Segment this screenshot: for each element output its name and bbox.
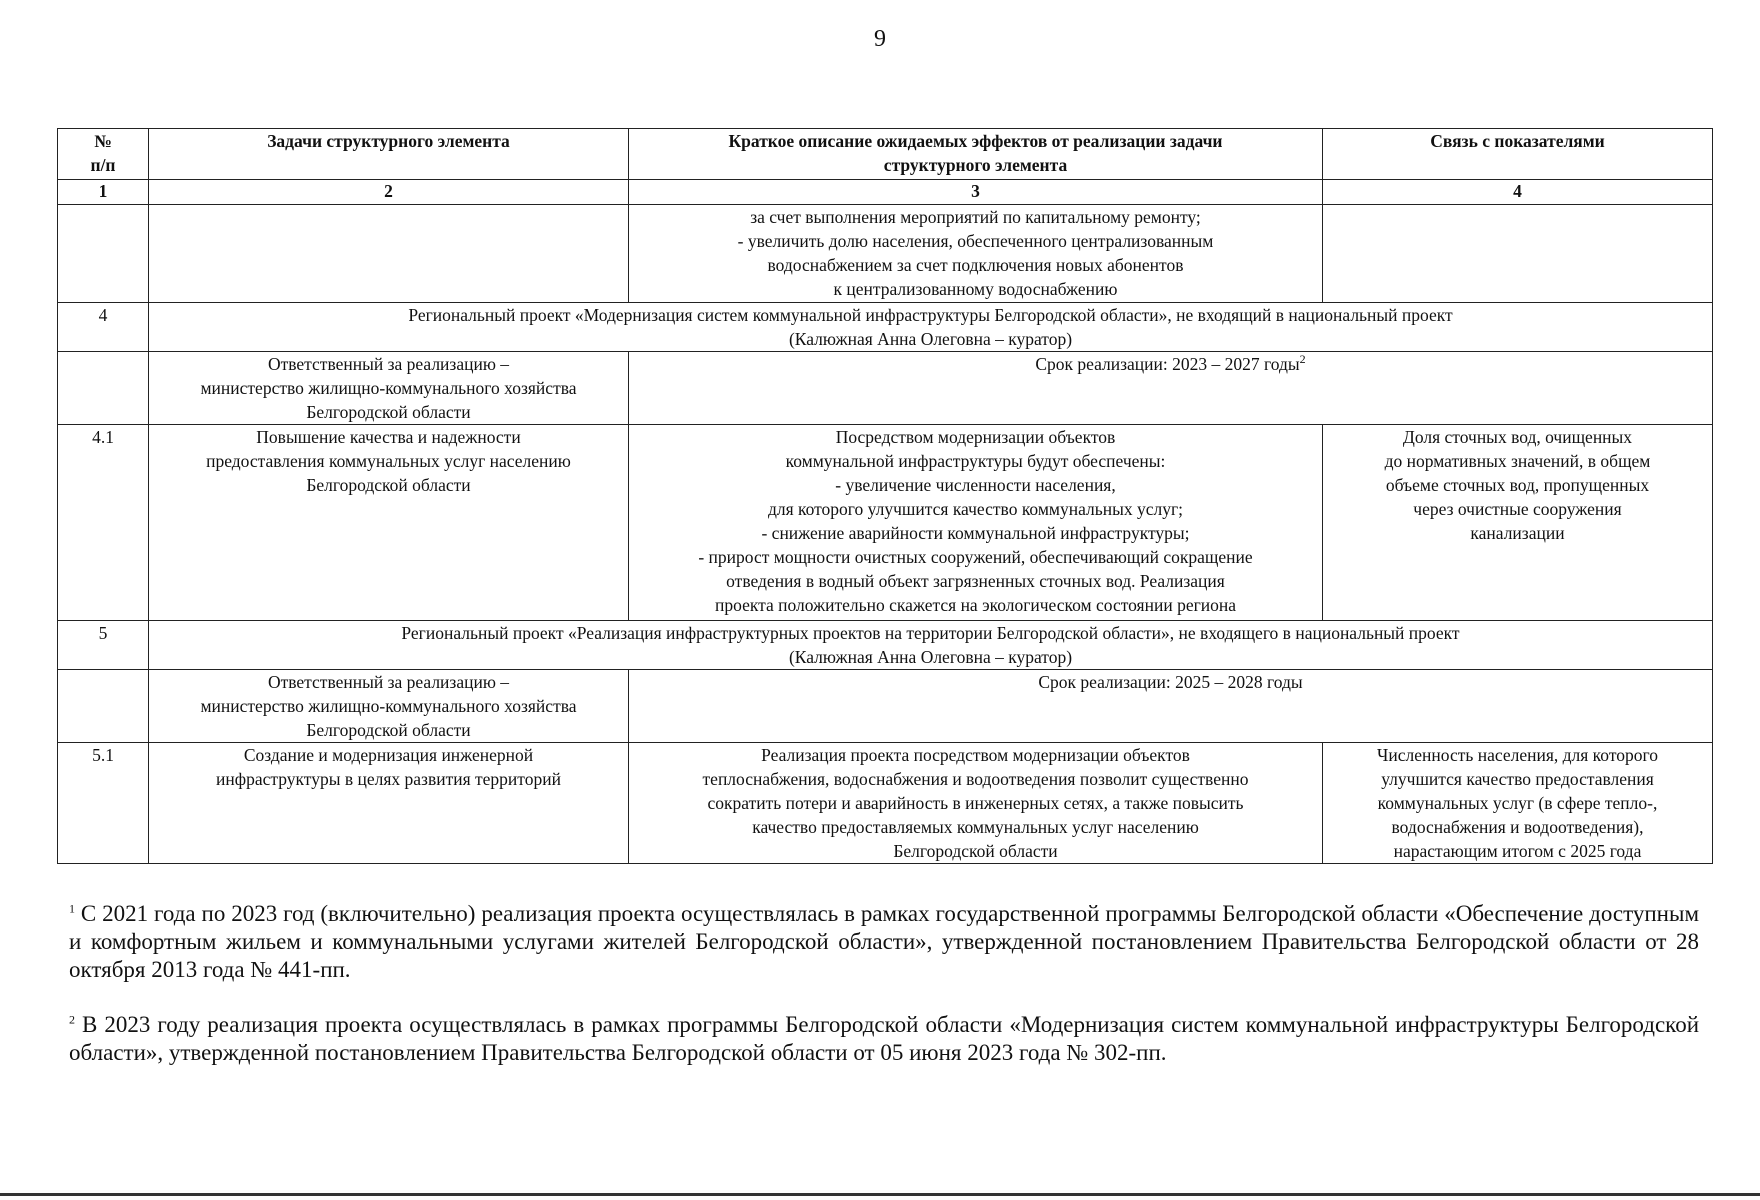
cell-effects: за счет выполнения мероприятий по капитальному ремонту; - увеличить долю населения, обеспеченного централизованным водоснабжением за счет подключения новых абонентов к централизованному водоснабжению [629,205,1323,303]
table-row-responsible-5 [58,670,1713,743]
cell-number: 4 [58,303,149,352]
cell-effects: Посредством модернизации объектов коммунальной инфраструктуры будут обеспечены: - увеличение численности населения, для которого улучшится качество коммунальных услуг; - снижение аварийности коммунальной инфраструктуры; - прирост мощности очистных сооружений, обеспечивающий сокращение отведения в водный объект загрязненных сточных вод. Реализация проекта положительно скажется на экологическом состоянии региона [629,425,1323,621]
cell-task [149,205,629,303]
project-title: Региональный проект «Модернизация систем коммунальной инфраструктуры Белгородской области», не входящий в национальный проект (Калюжная Анна Олеговна – куратор) [149,303,1713,352]
cell-indicators [1323,205,1713,303]
responsible-body: Ответственный за реализацию – министерство жилищно-коммунального хозяйства Белгородской области [149,670,629,743]
footnote-1 [69,900,1699,984]
cell-number [58,352,149,425]
header-number: № п/п [58,129,149,180]
column-number-1: 1 [58,180,149,205]
responsible-body: Ответственный за реализацию – министерство жилищно-коммунального хозяйства Белгородской области [149,352,629,425]
cell-number: 5 [58,621,149,670]
table-row-task-5-1 [58,743,1713,864]
cell-number [58,205,149,303]
cell-task: Создание и модернизация инженерной инфраструктуры в целях развития территорий [149,743,629,864]
cell-number: 4.1 [58,425,149,621]
footnote-2 [69,1011,1699,1067]
column-number-4: 4 [1323,180,1713,205]
page-number: 9 [874,26,886,52]
footnote-mark: 1 [69,901,75,916]
footnote-text: С 2021 года по 2023 год (включительно) реализация проекта осуществлялась в рамках государственной программы Белгородской области «Обеспечение доступным и комфортным жильем и коммунальными услугами жителей Белгородской области», утвержденной постановлением Правительства Белгородской области от 28 октября 2013 года № 441-пп. [69,901,1699,982]
table-row [58,205,1713,303]
table-row-task-4-1 [58,425,1713,621]
cell-effects: Реализация проекта посредством модернизации объектов теплоснабжения, водоснабжения и водоотведения позволит существенно сократить потери и аварийность в инженерных сетях, а также повысить качество предоставляемых коммунальных услуг населению Белгородской области [629,743,1323,864]
column-number-2: 2 [149,180,629,205]
column-number-3: 3 [629,180,1323,205]
cell-task: Повышение качества и надежности предоставления коммунальных услуг населению Белгородской области [149,425,629,621]
table-row-project-4 [58,303,1713,352]
project-title: Региональный проект «Реализация инфраструктурных проектов на территории Белгородской области», не входящего в национальный проект (Калюжная Анна Олеговна – куратор) [149,621,1713,670]
footnote-ref-2: 2 [1299,352,1306,367]
header-indicators: Связь с показателями [1323,129,1713,180]
table-row-responsible-4 [58,352,1713,425]
implementation-term: Срок реализации: 2025 – 2028 годы [629,670,1713,743]
footnote-text: В 2023 году реализация проекта осуществлялась в рамках программы Белгородской области «Модернизация систем коммунальной инфраструктуры Белгородской области», утвержденной постановлением Правительства Белгородской области от 05 июня 2023 года № 302-пп. [69,1012,1699,1065]
page-bottom-rule [0,1193,1760,1196]
cell-number [58,670,149,743]
implementation-term [629,352,1713,425]
structural-elements-table [57,128,1713,864]
cell-indicators: Доля сточных вод, очищенных до нормативных значений, в общем объеме сточных вод, пропущенных через очистные сооружения канализации [1323,425,1713,621]
header-tasks: Задачи структурного элемента [149,129,629,180]
footnote-mark: 2 [69,1012,75,1027]
cell-number: 5.1 [58,743,149,864]
table-row-project-5 [58,621,1713,670]
table-header-row [58,129,1713,180]
term-text: Срок реализации: 2023 – 2027 годы [1035,354,1300,374]
column-numbers-row [58,180,1713,205]
cell-indicators: Численность населения, для которого улучшится качество предоставления коммунальных услуг (в сфере тепло-, водоснабжения и водоотведения), нарастающим итогом с 2025 года [1323,743,1713,864]
header-effects: Краткое описание ожидаемых эффектов от реализации задачи структурного элемента [629,129,1323,180]
